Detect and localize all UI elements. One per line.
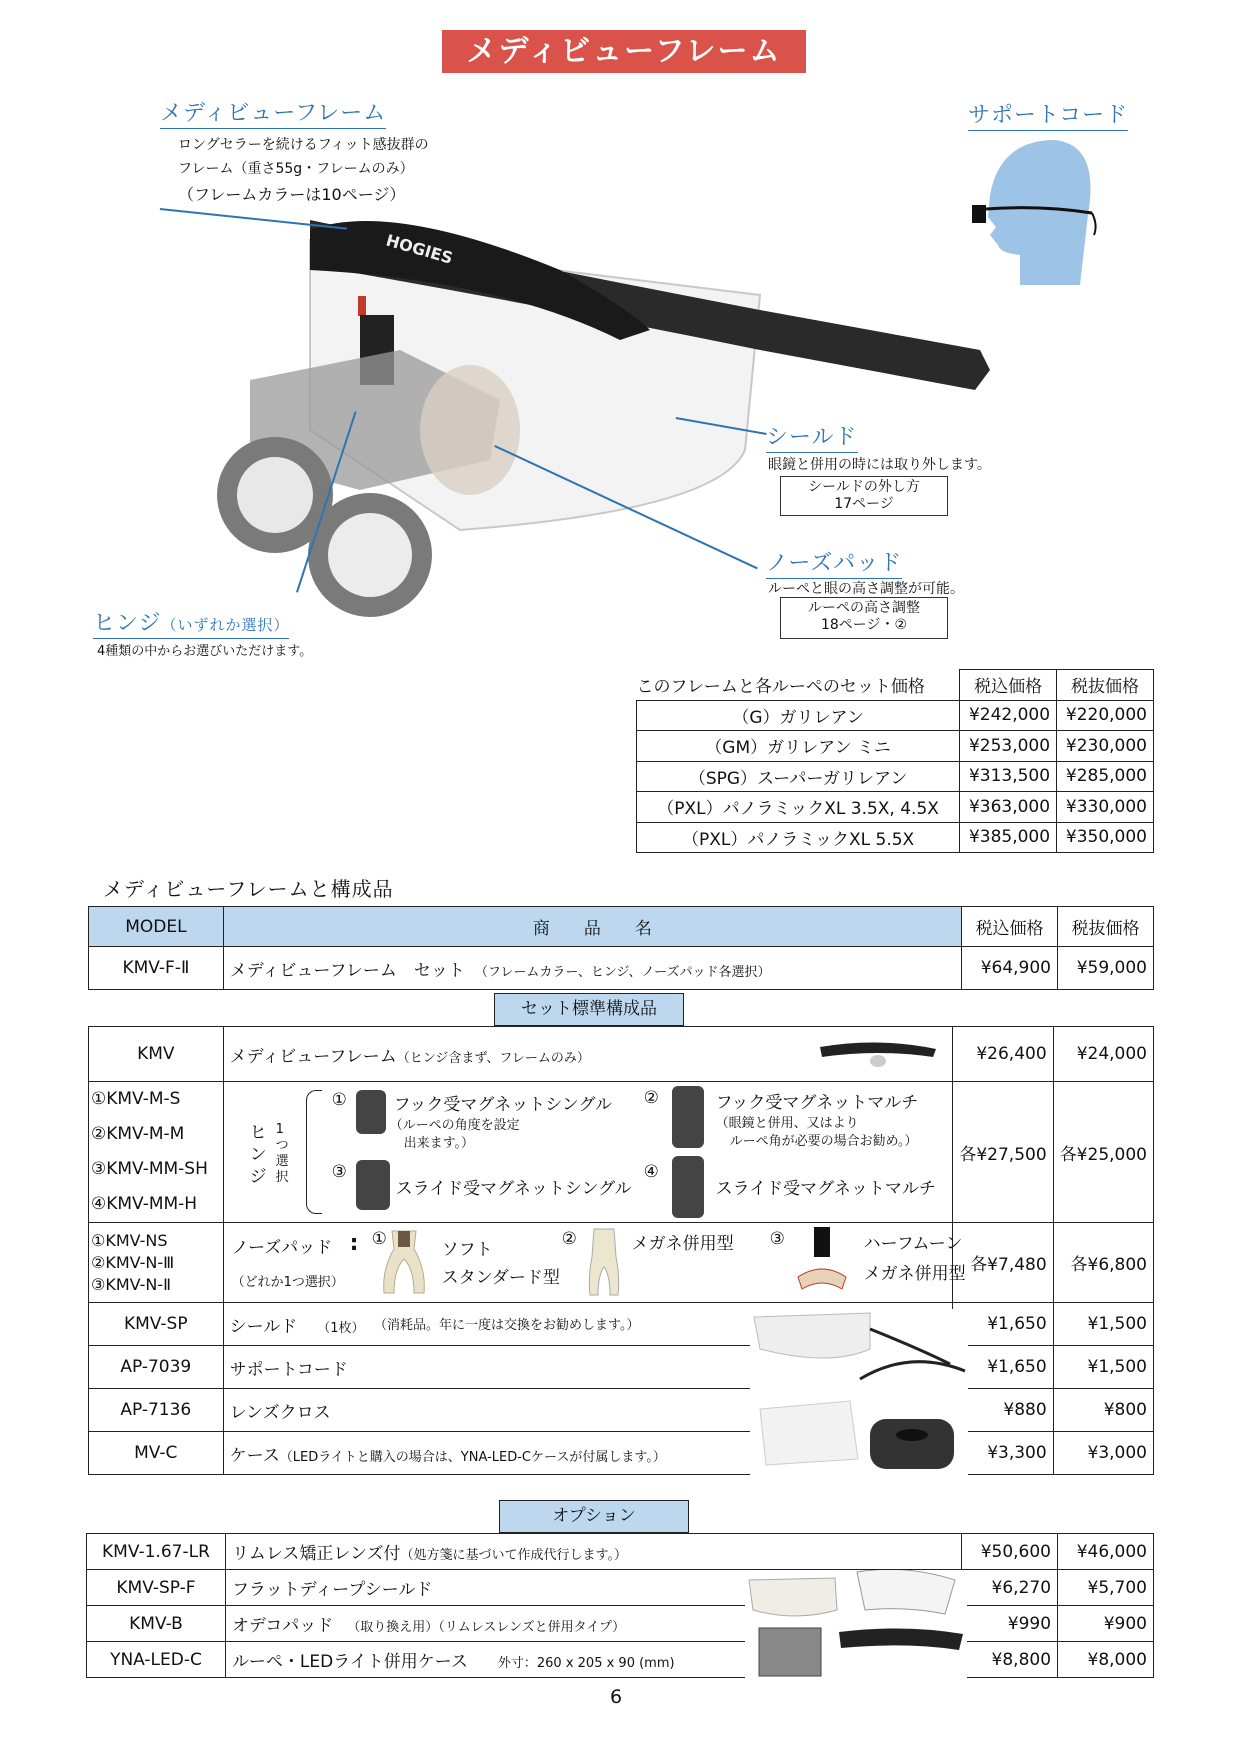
shield-callout-box xyxy=(780,476,948,516)
mvc-model: MV-C xyxy=(89,1432,224,1475)
option-taxex: ¥8,000 xyxy=(1058,1642,1154,1678)
set-price-taxex: ¥230,000 xyxy=(1057,731,1154,762)
hinge-taxin: 各¥27,500 xyxy=(953,1082,1053,1223)
hinge-models-cell xyxy=(89,1082,224,1223)
hinge-opt2-note1: （眼鏡と併用、又はより xyxy=(715,1116,859,1131)
hinge-opt1-note2: 出来ます。） xyxy=(403,1136,475,1151)
standard-components-label: セット標準構成品 xyxy=(494,993,684,1026)
ap7136-model: AP-7136 xyxy=(89,1389,224,1432)
shield-box-line2: 17ページ xyxy=(834,496,894,512)
option-images xyxy=(745,1570,967,1678)
table-row xyxy=(87,1642,1154,1678)
option-note: 外寸：260 x 205 x 90 (mm) xyxy=(497,1656,675,1671)
hinge-opt3-name: スライド受マグネットシングル xyxy=(395,1179,632,1199)
set-price-taxin: ¥385,000 xyxy=(960,822,1057,853)
set-taxin: ¥64,900 xyxy=(962,947,1058,990)
header-name: 商 品 名 xyxy=(223,907,961,947)
hinge-opt3-image xyxy=(356,1160,390,1210)
hinge-side-sub: 1つ選択 xyxy=(275,1122,289,1185)
set-price-name: （SPG）スーパーガリレアン xyxy=(637,761,960,792)
hinge-model: ③KMV-MM-SH xyxy=(91,1159,208,1179)
set-price-taxex: ¥285,000 xyxy=(1057,761,1154,792)
hinge-callout-title xyxy=(93,606,289,639)
frame-callout-line1: ロングセラーを続けるフィット感抜群の xyxy=(178,137,429,153)
nose-options-cell xyxy=(223,1223,966,1303)
shield-callout-desc: 眼鏡と併用の時には取り外します。 xyxy=(768,457,991,473)
accessory-images xyxy=(750,1309,968,1479)
hinge-model: ②KMV-M-M xyxy=(91,1124,185,1144)
option-model: YNA-LED-C xyxy=(87,1642,226,1678)
ap7039-taxex: ¥1,500 xyxy=(1053,1346,1153,1389)
mvc-name: ケース xyxy=(229,1445,280,1466)
set-price-taxin: ¥313,500 xyxy=(960,761,1057,792)
set-price-taxin: ¥253,000 xyxy=(960,731,1057,762)
hinge-opt1-name: フック受マグネットシングル xyxy=(393,1095,612,1115)
sp-taxex: ¥1,500 xyxy=(1053,1303,1153,1346)
nose-opt1-image xyxy=(371,1229,434,1297)
main-header-table xyxy=(88,906,1154,990)
frame-callout-line3: （フレームカラーは10ページ） xyxy=(178,185,406,204)
nose-opt3-name-a: ハーフムーン xyxy=(863,1234,963,1254)
set-model: KMV-F-Ⅱ xyxy=(89,947,224,990)
standard-components-table xyxy=(88,1026,1154,1475)
ap7136-taxin: ¥880 xyxy=(953,1389,1053,1432)
table-row xyxy=(87,1534,1154,1570)
set-price-taxex: ¥220,000 xyxy=(1057,700,1154,731)
page-number: 6 xyxy=(610,1686,623,1708)
shield-box-line1: シールドの外し方 xyxy=(808,479,920,495)
nose-model: ③KMV-N-Ⅱ xyxy=(91,1274,172,1294)
nose-model: ②KMV-N-Ⅲ xyxy=(91,1252,175,1272)
table-row xyxy=(89,1223,1154,1303)
nose-opt2-name: メガネ併用型 xyxy=(631,1234,734,1254)
sp-note: （消耗品。年に一度は交換をお勧めします。） xyxy=(380,1317,640,1333)
hinge-opt4-image xyxy=(672,1156,704,1218)
set-price-name: （PXL）パノラミックXL 5.5X xyxy=(637,822,960,853)
sp-name: シールド xyxy=(229,1316,298,1337)
set-price-taxin: ¥363,000 xyxy=(960,792,1057,823)
table-row xyxy=(637,822,1154,853)
option-note: （処方箋に基づいて作成代行します。） xyxy=(400,1548,627,1563)
hinge-opt1-num: ① xyxy=(331,1090,347,1110)
kmv-name: メディビューフレーム xyxy=(229,1046,397,1067)
option-name: ルーペ・LEDライト併用ケース xyxy=(231,1652,468,1672)
nose-name: ノーズパッド xyxy=(231,1238,333,1258)
hinge-opt1-note1: （ルーペの角度を設定 xyxy=(389,1118,520,1133)
hinge-taxex: 各¥25,000 xyxy=(1053,1082,1153,1223)
option-taxin: ¥8,800 xyxy=(962,1642,1058,1678)
ap7136-taxex: ¥800 xyxy=(1053,1389,1153,1432)
kmv-taxex: ¥24,000 xyxy=(1053,1027,1153,1082)
header-model: MODEL xyxy=(89,907,224,947)
hinge-side-label: ヒンジ xyxy=(249,1123,267,1187)
nose-opt1-name-b: スタンダード型 xyxy=(441,1268,560,1288)
sp-qty: （1枚） xyxy=(317,1320,365,1336)
table-row xyxy=(89,1027,1154,1082)
sp-taxin: ¥1,650 xyxy=(953,1303,1053,1346)
hinge-opt4-num: ④ xyxy=(643,1162,659,1182)
kmv-note: （ヒンジ含まず、フレームのみ） xyxy=(396,1050,590,1066)
set-price-header-taxex: 税抜価格 xyxy=(1057,670,1154,701)
nose-colon: : xyxy=(349,1231,359,1256)
hinge-opt4-name: スライド受マグネットマルチ xyxy=(715,1179,936,1199)
shield-callout-title: シールド xyxy=(766,420,858,453)
nose-pad-box-line1: ルーペの高さ調整 xyxy=(808,600,920,616)
set-price-taxin: ¥242,000 xyxy=(960,700,1057,731)
hinge-model: ④KMV-MM-H xyxy=(91,1194,198,1214)
option-model: KMV-SP-F xyxy=(87,1570,226,1606)
hinge-opt1-image xyxy=(356,1090,386,1134)
set-name: メディビューフレーム セット xyxy=(229,960,465,981)
option-name: フラットディープシールド xyxy=(231,1580,433,1600)
nose-models-cell xyxy=(89,1223,224,1303)
set-price-table xyxy=(636,669,1154,853)
mvc-taxin: ¥3,300 xyxy=(953,1432,1053,1475)
table-row xyxy=(637,792,1154,823)
mvc-taxex: ¥3,000 xyxy=(1053,1432,1153,1475)
option-note: （取り換え用）（リムレスレンズと併用タイプ） xyxy=(347,1620,626,1635)
hinge-opt2-name: フック受マグネットマルチ xyxy=(715,1093,919,1113)
brand-logo: HOGIES xyxy=(383,230,456,268)
hinge-model: ①KMV-M-S xyxy=(91,1089,181,1109)
option-image-panel xyxy=(745,1570,967,1678)
set-taxex: ¥59,000 xyxy=(1058,947,1154,990)
nose-pad-callout-title: ノーズパッド xyxy=(766,546,902,579)
kmv-model: KMV xyxy=(89,1027,224,1082)
nose-opt1-name-a: ソフト xyxy=(441,1240,493,1260)
set-price-taxex: ¥330,000 xyxy=(1057,792,1154,823)
support-cord-callout-title: サポートコード xyxy=(968,98,1128,131)
hinge-callout-title-text: ヒンジ xyxy=(93,611,162,636)
table-row xyxy=(89,1432,1154,1475)
hinge-options-cell xyxy=(223,1082,953,1223)
hinge-callout-desc: 4種類の中からお選びいただけます。 xyxy=(97,644,313,659)
sp-model: KMV-SP xyxy=(89,1303,224,1346)
nose-opt2-image xyxy=(584,1227,624,1297)
accessory-image-panel xyxy=(750,1309,968,1479)
kmv-name-cell xyxy=(223,1027,953,1082)
nose-model: ①KMV-NS xyxy=(91,1230,168,1250)
option-name: オデコパッド xyxy=(231,1616,334,1636)
set-note: （フレームカラー、ヒンジ、ノーズパッド各選択） xyxy=(474,964,771,980)
nose-taxin: 各¥7,480 xyxy=(953,1223,1053,1303)
table-row xyxy=(89,1389,1154,1432)
option-taxin: ¥6,270 xyxy=(962,1570,1058,1606)
frame-callout-title: メディビューフレーム xyxy=(160,96,386,129)
table-row xyxy=(89,1346,1154,1389)
nose-taxex: 各¥6,800 xyxy=(1053,1223,1153,1303)
table-row xyxy=(637,731,1154,762)
option-label: オプション xyxy=(499,1500,689,1533)
option-name-cell xyxy=(225,1534,961,1570)
table-row xyxy=(87,1606,1154,1642)
nose-opt1-num: ① xyxy=(371,1229,387,1249)
nose-opt3-num: ③ xyxy=(769,1229,785,1249)
header-taxex: 税抜価格 xyxy=(1058,907,1154,947)
option-model: KMV-1.67-LR xyxy=(87,1534,226,1570)
head-illustration xyxy=(960,135,1100,295)
set-price-name: （GM）ガリレアン ミニ xyxy=(637,731,960,762)
options-table xyxy=(86,1533,1154,1678)
table-row xyxy=(87,1570,1154,1606)
frame-callout-line2: フレーム（重さ55g・フレームのみ） xyxy=(178,161,414,177)
nose-pad-box-line2: 18ページ・② xyxy=(820,617,908,633)
header-taxin: 税込価格 xyxy=(962,907,1058,947)
ap7039-model: AP-7039 xyxy=(89,1346,224,1389)
hinge-opt2-num: ② xyxy=(643,1088,659,1108)
option-model: KMV-B xyxy=(87,1606,226,1642)
set-name-cell xyxy=(223,947,961,990)
nose-opt3-image xyxy=(794,1227,850,1297)
ap7039-taxin: ¥1,650 xyxy=(953,1346,1053,1389)
table-row xyxy=(89,1303,1154,1346)
mvc-note: （LEDライトと購入の場合は、YNA-LED-Cケースが付属します。） xyxy=(279,1449,666,1465)
option-taxin: ¥50,600 xyxy=(962,1534,1058,1570)
hinge-opt2-image xyxy=(672,1086,704,1148)
section-heading: メディビューフレームと構成品 xyxy=(103,877,394,901)
option-taxex: ¥5,700 xyxy=(1058,1570,1154,1606)
page-title: メディビューフレーム xyxy=(442,30,806,73)
option-name: リムレス矯正レンズ付 xyxy=(231,1544,401,1564)
ap7136-name: レンズクロス xyxy=(223,1389,953,1432)
table-row xyxy=(637,700,1154,731)
ap7039-name: サポートコード xyxy=(223,1346,953,1389)
set-price-header-label: このフレームと各ルーペのセット価格 xyxy=(637,670,960,701)
option-taxex: ¥46,000 xyxy=(1058,1534,1154,1570)
set-price-name: （G）ガリレアン xyxy=(637,700,960,731)
frame-thumbnail xyxy=(818,1039,938,1069)
table-row xyxy=(89,947,1154,990)
kmv-taxin: ¥26,400 xyxy=(953,1027,1053,1082)
set-price-taxex: ¥350,000 xyxy=(1057,822,1154,853)
option-taxin: ¥990 xyxy=(962,1606,1058,1642)
hinge-callout-title-sub: （いずれか選択） xyxy=(161,616,290,634)
nose-pad-callout-box xyxy=(780,597,948,639)
nose-opt3-name-b: メガネ併用型 xyxy=(863,1264,966,1284)
option-taxex: ¥900 xyxy=(1058,1606,1154,1642)
hinge-opt3-num: ③ xyxy=(331,1162,347,1182)
set-price-header-taxin: 税込価格 xyxy=(960,670,1057,701)
hinge-brace xyxy=(306,1090,322,1214)
nose-pad-callout-desc: ルーペと眼の高さ調整が可能。 xyxy=(768,581,964,597)
nose-sub: （どれか1つ選択） xyxy=(231,1275,344,1290)
table-row xyxy=(637,761,1154,792)
set-price-name: （PXL）パノラミックXL 3.5X, 4.5X xyxy=(637,792,960,823)
table-row xyxy=(89,1082,1154,1223)
nose-opt2-num: ② xyxy=(561,1229,577,1249)
hinge-opt2-note2: ルーペ角が必要の場合お勧め。） xyxy=(729,1134,918,1149)
